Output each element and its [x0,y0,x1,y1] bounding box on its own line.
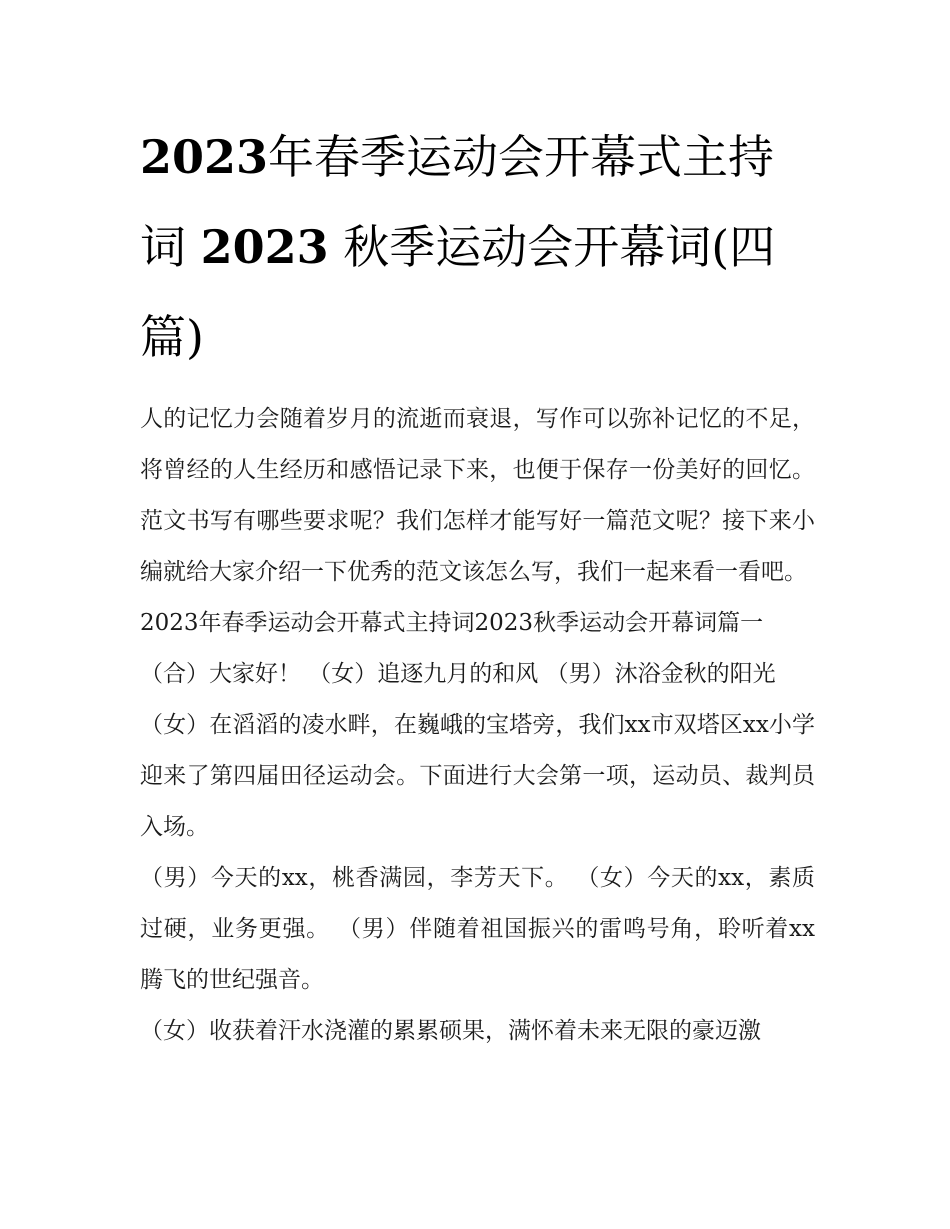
body-paragraph: （男）今天的xx，桃香满园，李芳天下。 （女）今天的xx，素质过硬，业务更强。 （男）伴随着祖国振兴的雷鸣号角，聆听着xx腾飞的世纪强音。 [140,865,815,993]
body-paragraph: （女）在滔滔的凌水畔，在巍峨的宝塔旁，我们xx市双塔区xx小学迎来了第四届田径运动会。下面进行大会第一项，运动员、裁判员入场。 [140,712,815,840]
title-segment-2: 秋季运动会开幕词(四篇) [140,220,776,364]
document-title [140,112,815,382]
title-segment-1: 年春季运动会开幕式主持词 [140,130,775,274]
body-paragraph: （合）大家好！ （女）追逐九月的和风 （男）沐浴金秋的阳光 [140,661,776,687]
title-year-1: 2023 [140,130,269,184]
document-page [140,112,815,1057]
intro-paragraph: 人的记忆力会随着岁月的流逝而衰退，写作可以弥补记忆的不足，将曾经的人生经历和感悟记录下来，也便于保存一份美好的回忆。范文书写有哪些要求呢？我们怎样才能写好一篇范文呢？接下来小编就给大家介绍一下优秀的范文该怎么写，我们一起来看一看吧。 [140,406,815,585]
document-body [140,394,815,1057]
title-year-2: 2023 [200,220,329,274]
section-heading: 2023年春季运动会开幕式主持词2023秋季运动会开幕词篇一 [140,610,764,636]
body-paragraph: （女）收获着汗水浇灌的累累硕果，满怀着未来无限的豪迈激 [140,1018,761,1044]
